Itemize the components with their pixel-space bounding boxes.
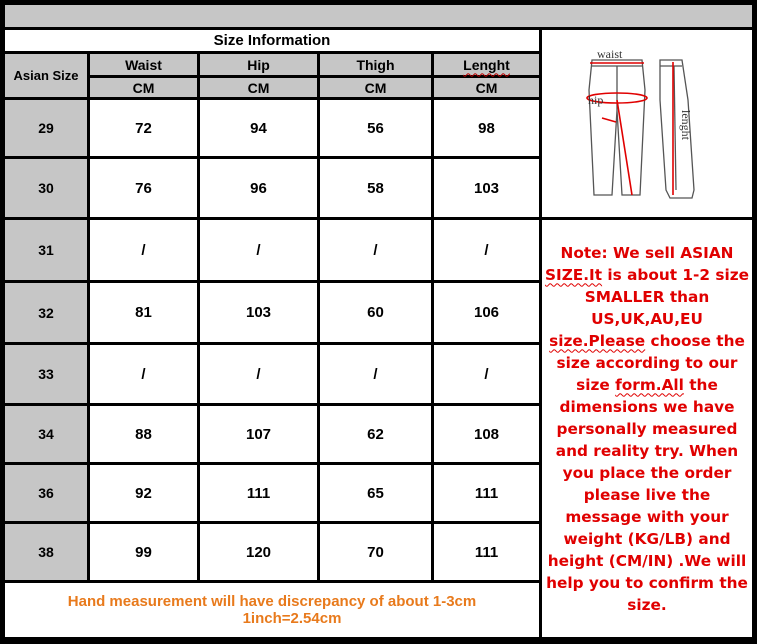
cell-waist: 92	[90, 465, 197, 521]
note-part-4: size.Please	[549, 331, 646, 350]
cell-thigh: 65	[320, 465, 431, 521]
footer-line-2: 1inch=2.54cm	[242, 610, 342, 627]
col-header-length-text: Lenght	[463, 56, 510, 73]
note-part-6: form.All	[615, 375, 684, 394]
cell-thigh: /	[320, 345, 431, 403]
cell-length: 108	[434, 406, 539, 462]
diagram-waist-label: waist	[597, 47, 623, 61]
cell-thigh: /	[320, 220, 431, 280]
footer-line-1: Hand measurement will have discrepancy of about 1-3cm	[67, 593, 477, 610]
cell-hip: 96	[200, 159, 317, 217]
table-title: Size Information	[5, 30, 539, 51]
note-part-5: choose the size according to our size	[556, 331, 745, 394]
cell-length: 98	[434, 100, 539, 156]
cell-thigh: 62	[320, 406, 431, 462]
col-header-thigh: Thigh	[320, 54, 431, 75]
cell-waist: 72	[90, 100, 197, 156]
size-label-cell: 36	[5, 465, 87, 521]
note-part-3: is about 1-2 size SMALLER than US,UK,AU,EU	[584, 265, 749, 328]
cell-hip: 120	[200, 524, 317, 580]
cell-hip: 94	[200, 100, 317, 156]
cell-thigh: 60	[320, 283, 431, 342]
note-part-1: Note: We sell ASIAN	[560, 243, 734, 262]
cell-length: 106	[434, 283, 539, 342]
top-strip	[5, 5, 752, 27]
cell-hip: 103	[200, 283, 317, 342]
cell-thigh: 70	[320, 524, 431, 580]
col-unit-length: CM	[434, 78, 539, 97]
cell-length: 111	[434, 465, 539, 521]
size-label-cell: 30	[5, 159, 87, 217]
cell-waist: 88	[90, 406, 197, 462]
measurement-footer	[5, 583, 539, 637]
size-label-cell: 34	[5, 406, 87, 462]
size-label-cell: 31	[5, 220, 87, 280]
cell-hip: 111	[200, 465, 317, 521]
cell-waist: /	[90, 345, 197, 403]
col-unit-waist: CM	[90, 78, 197, 97]
asian-size-header: Asian Size	[5, 54, 87, 97]
diagram-length-label: lenght	[679, 110, 693, 140]
diagram-hip-label: hip	[588, 93, 604, 107]
cell-waist: /	[90, 220, 197, 280]
size-label-cell: 32	[5, 283, 87, 342]
cell-hip: /	[200, 220, 317, 280]
cell-length: /	[434, 345, 539, 403]
size-label-cell: 38	[5, 524, 87, 580]
col-unit-thigh: CM	[320, 78, 431, 97]
cell-length: 111	[434, 524, 539, 580]
cell-hip: /	[200, 345, 317, 403]
cell-thigh: 56	[320, 100, 431, 156]
sizing-note	[542, 220, 752, 637]
note-part-7: the dimensions we have personally measured and reality try. When you place the order please live the message with your weight (KG/LB) and height (CM/IN) .We will help you to confirm the size.	[546, 375, 748, 614]
col-unit-hip: CM	[200, 78, 317, 97]
sizing-note-text	[542, 242, 752, 616]
size-label-cell: 29	[5, 100, 87, 156]
cell-length: 103	[434, 159, 539, 217]
cell-length: /	[434, 220, 539, 280]
size-label-cell: 33	[5, 345, 87, 403]
cell-hip: 107	[200, 406, 317, 462]
pants-measurement-diagram	[542, 30, 752, 217]
col-header-waist: Waist	[90, 54, 197, 75]
cell-waist: 99	[90, 524, 197, 580]
note-part-2: SIZE.It	[545, 265, 603, 284]
col-header-hip: Hip	[200, 54, 317, 75]
cell-waist: 76	[90, 159, 197, 217]
cell-thigh: 58	[320, 159, 431, 217]
cell-waist: 81	[90, 283, 197, 342]
pants-diagram-svg	[542, 30, 752, 217]
col-header-length	[434, 54, 539, 75]
